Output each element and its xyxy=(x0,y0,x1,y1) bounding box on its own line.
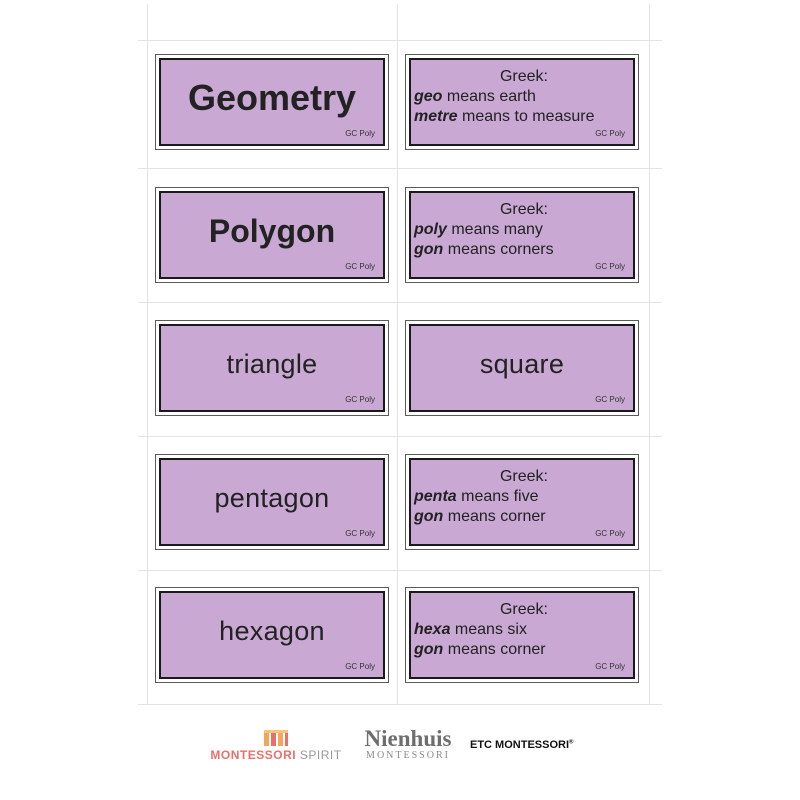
definition-text: means to measure xyxy=(457,108,595,125)
card-code: GC Poly xyxy=(595,662,625,671)
card-code: GC Poly xyxy=(345,529,375,538)
definition-keyword: metre xyxy=(414,108,458,125)
logo-text: SPIRIT xyxy=(296,748,342,762)
cut-guide xyxy=(147,4,148,704)
card-code: GC Poly xyxy=(595,529,625,538)
definition-keyword: gon xyxy=(414,241,444,258)
card-code: GC Poly xyxy=(345,129,375,138)
card-definition xyxy=(410,600,634,660)
cut-guide xyxy=(138,704,662,705)
montessori-spirit-logo xyxy=(206,728,346,762)
card-definition xyxy=(410,67,634,127)
definition-heading: Greek: xyxy=(499,468,548,485)
definition-heading: Greek: xyxy=(499,68,548,85)
cut-guide xyxy=(138,570,662,571)
word-card-triangle xyxy=(155,320,389,416)
word-card-pentagon xyxy=(155,454,389,550)
definition-keyword: gon xyxy=(414,641,444,658)
cut-guide xyxy=(138,436,662,437)
card-word: square xyxy=(479,348,565,379)
cut-guide xyxy=(138,302,662,303)
cut-guide xyxy=(138,40,662,41)
word-card-geometry xyxy=(155,54,389,150)
definition-keyword: hexa xyxy=(414,621,451,638)
definition-text: means five xyxy=(456,488,539,505)
definition-keyword: poly xyxy=(414,221,447,238)
definition-keyword: gon xyxy=(414,508,444,525)
definition-heading: Greek: xyxy=(499,601,548,618)
definition-card-geometry xyxy=(405,54,639,150)
card-code: GC Poly xyxy=(595,262,625,271)
card-definition xyxy=(410,467,634,527)
registered-mark: ® xyxy=(569,739,574,746)
word-card-polygon xyxy=(155,187,389,283)
card-word: hexagon xyxy=(219,615,325,646)
definition-text: means six xyxy=(450,621,527,638)
definition-text: means corners xyxy=(443,241,554,258)
card-code: GC Poly xyxy=(595,129,625,138)
card-word: triangle xyxy=(226,348,318,379)
card-code: GC Poly xyxy=(595,395,625,404)
definition-text: means many xyxy=(446,221,543,238)
card-code: GC Poly xyxy=(345,662,375,671)
word-card-hexagon xyxy=(155,587,389,683)
publisher-logos xyxy=(0,722,800,782)
card-word: Geometry xyxy=(187,77,357,118)
logo-text: Nienhuis xyxy=(364,726,452,751)
definition-card-pentagon xyxy=(405,454,639,550)
definition-card-polygon xyxy=(405,187,639,283)
cut-guide xyxy=(397,4,398,704)
definition-text: means corner xyxy=(443,641,546,658)
card-code: GC Poly xyxy=(345,262,375,271)
cut-guide xyxy=(649,4,650,704)
definition-card-hexagon xyxy=(405,587,639,683)
card-word: pentagon xyxy=(214,482,330,513)
card-definition xyxy=(410,200,634,260)
card-word: Polygon xyxy=(208,212,336,249)
word-card-square xyxy=(405,320,639,416)
logo-text: ETC MONTESSORI xyxy=(470,739,570,751)
logo-text: MONTESSORI xyxy=(210,748,297,762)
montessori-spirit-mark-icon xyxy=(262,728,290,748)
logo-text: MONTESSORI xyxy=(366,750,450,761)
cut-guide xyxy=(138,168,662,169)
card-code: GC Poly xyxy=(345,395,375,404)
nienhuis-logo xyxy=(358,728,458,761)
definition-text: means corner xyxy=(443,508,546,525)
etc-montessori-logo xyxy=(470,739,573,751)
definition-heading: Greek: xyxy=(499,201,548,218)
definition-keyword: geo xyxy=(414,88,443,105)
definition-text: means earth xyxy=(442,88,536,105)
definition-keyword: penta xyxy=(414,488,457,505)
